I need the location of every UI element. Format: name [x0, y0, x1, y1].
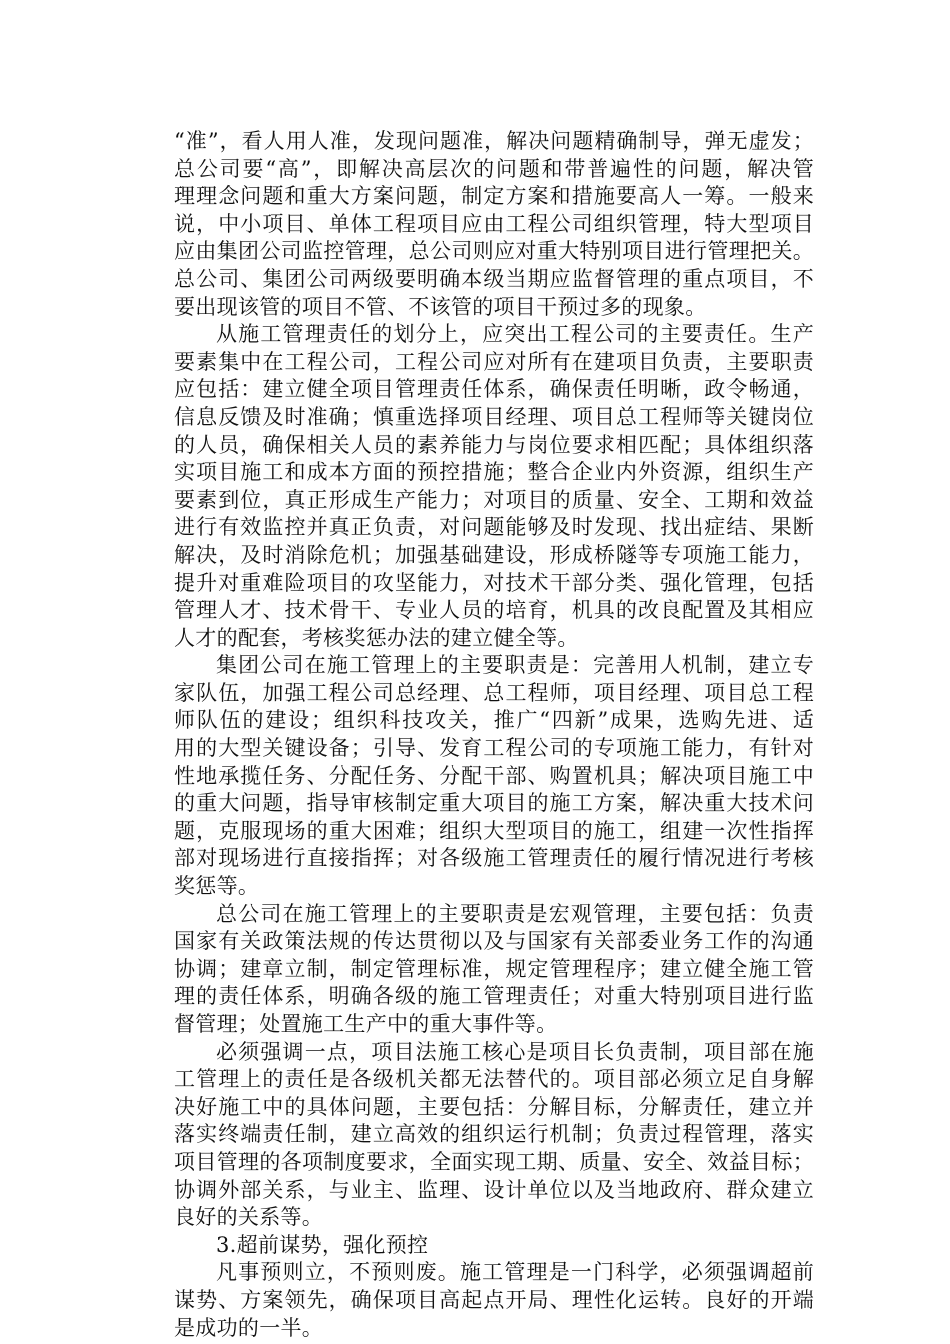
- text-line: 决好施工中的具体问题，主要包括：分解目标，分解责任，建立并: [174, 1094, 814, 1119]
- text-line: 协调；建章立制，制定管理标准，规定管理程序；建立健全施工管: [174, 956, 814, 981]
- text-line: 说，中小项目、单体工程项目应由工程公司组织管理，特大型项目: [174, 211, 814, 236]
- text-line: 信息反馈及时准确；慎重选择项目经理、项目总工程师等关键岗位: [174, 404, 814, 429]
- paragraph: [174, 1039, 814, 1232]
- text-line: 解决，及时消除危机；加强基础建设，形成桥隧等专项施工能力，: [174, 542, 814, 567]
- text-line: 的重大问题，指导审核制定重大项目的施工方案，解决重大技术问: [174, 791, 814, 816]
- text-line: 管理人才、技术骨干、专业人员的培育，机具的改良配置及其相应: [174, 598, 814, 623]
- paragraph: [174, 1259, 814, 1342]
- text-line: 是成功的一半。: [174, 1315, 324, 1340]
- text-line: 性地承揽任务、分配任务、分配干部、购置机具；解决项目施工中: [174, 763, 814, 788]
- text-line: 良好的关系等。: [174, 1205, 324, 1230]
- text-line: 人才的配套，考核奖惩办法的建立健全等。: [174, 625, 579, 650]
- text-line: 工管理上的责任是各级机关都无法替代的。项目部必须立足自身解: [174, 1067, 814, 1092]
- text-line: 总公司在施工管理上的主要职责是宏观管理，主要包括：负责: [216, 901, 814, 926]
- paragraph: [174, 652, 814, 900]
- text-line: 家队伍，加强工程公司总经理、总工程师，项目经理、项目总工程: [174, 680, 814, 705]
- text-line: “准”，看人用人准，发现问题准，解决问题精确制导，弹无虚发；: [174, 129, 814, 153]
- text-line: 进行有效监控并真正负责，对问题能够及时发现、找出症结、果断: [174, 515, 814, 540]
- text-line: 国家有关政策法规的传达贯彻以及与国家有关部委业务工作的沟通: [174, 929, 814, 954]
- paragraph: [174, 1232, 814, 1260]
- paragraph: [174, 128, 814, 321]
- text-line: 总公司、集团公司两级要明确本级当期应监督管理的重点项目，不: [174, 266, 814, 291]
- text-line: 从施工管理责任的划分上，应突出工程公司的主要责任。生产: [216, 322, 814, 347]
- text-line: 项目管理的各项制度要求，全面实现工期、质量、安全、效益目标；: [174, 1149, 814, 1174]
- text-line: 落实终端责任制，建立高效的组织运行机制；负责过程管理，落实: [174, 1122, 814, 1147]
- text-line: 理理念问题和重大方案问题，制定方案和措施要高人一筹。一般来: [174, 184, 814, 209]
- text-line: 要素到位，真正形成生产能力；对项目的质量、安全、工期和效益: [174, 487, 814, 512]
- text-line: 用的大型关键设备；引导、发育工程公司的专项施工能力，有针对: [174, 736, 814, 761]
- document-body: [174, 128, 814, 1342]
- text-line: 要素集中在工程公司，工程公司应对所有在建项目负责，主要职责: [174, 349, 814, 374]
- text-line: 理的责任体系，明确各级的施工管理责任；对重大特别项目进行监: [174, 984, 814, 1009]
- text-line: 总公司要“高”，即解决高层次的问题和带普遍性的问题，解决管: [174, 156, 814, 181]
- text-line: 集团公司在施工管理上的主要职责是：完善用人机制，建立专: [216, 653, 814, 678]
- text-line: 谋势、方案领先，确保项目高起点开局、理性化运转。良好的开端: [174, 1287, 814, 1312]
- paragraph: [174, 901, 814, 1039]
- text-line: 应由集团公司监控管理，总公司则应对重大特别项目进行管理把关。: [174, 239, 814, 264]
- paragraph: [174, 321, 814, 652]
- text-line: 督管理；处置施工生产中的重大事件等。: [174, 1012, 558, 1036]
- text-line: 的人员，确保相关人员的素养能力与岗位要求相匹配；具体组织落: [174, 432, 814, 457]
- text-line: 实项目施工和成本方面的预控措施；整合企业内外资源，组织生产: [174, 460, 814, 485]
- text-line: 凡事预则立，不预则废。施工管理是一门科学，必须强调超前: [216, 1260, 814, 1285]
- text-line: 应包括：建立健全项目管理责任体系，确保责任明晰，政令畅通，: [174, 377, 814, 402]
- text-line: 必须强调一点，项目法施工核心是项目长负责制，项目部在施: [216, 1039, 814, 1064]
- text-line: 师队伍的建设；组织科技攻关，推广“四新”成果，选购先进、适: [174, 708, 814, 733]
- text-line: 部对现场进行直接指挥；对各级施工管理责任的履行情况进行考核: [174, 846, 814, 871]
- text-line: 3.超前谋势，强化预控: [216, 1232, 429, 1257]
- text-line: 提升对重难险项目的攻坚能力，对技术干部分类、强化管理，包括: [174, 570, 814, 595]
- text-line: 题，克服现场的重大困难；组织大型项目的施工，组建一次性指挥: [174, 818, 814, 843]
- text-line: 协调外部关系，与业主、监理、设计单位以及当地政府、群众建立: [174, 1177, 814, 1202]
- text-line: 奖惩等。: [174, 874, 260, 899]
- text-line: 要出现该管的项目不管、不该管的项目干预过多的现象。: [174, 294, 707, 319]
